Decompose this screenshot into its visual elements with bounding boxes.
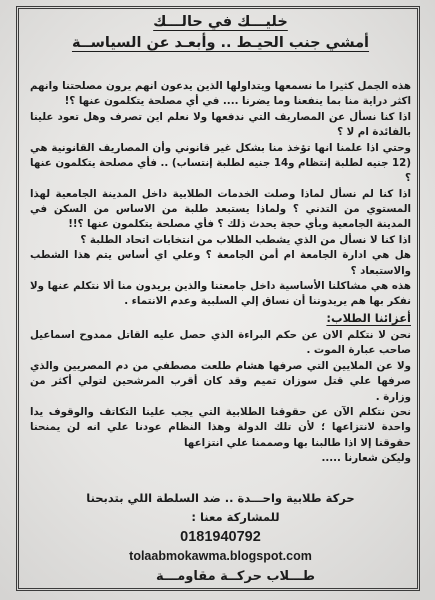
- paragraph: اذا كنا لم نسأل لماذا وصلت الخدمات الطلابية داخل المدينة الجامعية لهذا المستوي من التدني ؟ ولماذا يستبعد طلبة من الاساس من السكن في المدينة الجامعية وبأي حجة يحدث ذلك ؟ فأي مصلحة يتكلمون عنها ؟!!: [30, 187, 411, 231]
- slogan: حركة طلابية واحـــدة .. ضد السلطة اللي بتدبحنا: [86, 491, 355, 505]
- phone-number: 0181940792: [180, 529, 261, 545]
- title-row-2: [30, 33, 411, 54]
- flyer-footer: [30, 488, 411, 588]
- paragraph: نحن نتكلم الآن عن حقوقنا الطلابية التي يجب علينا التكاتف والوقوف يدا واحدة لانتزاعها ؛ لأن تلك الدولة وهذا النظام عودنا علي انه لن يمنحنا حقوقنا إلا اذا طالبنا بها وصممنا علي انتزاعها: [30, 405, 411, 449]
- paragraph: ولا عن الملايين التي صرفها هشام طلعت مصطفي من دم المصريين والذي صرفها علي قتل سوزان تميم وقد كان أقرب المرشحين لتولي أكثر من وزارة .: [30, 359, 411, 403]
- contact-label: للمشاركة معنا :: [191, 510, 280, 524]
- flyer-body: [30, 79, 411, 466]
- paragraph: هذه هي مشاكلنا الأساسية داخل جامعتنا والذين يريدون منا ألا نتكلم عنها ولا نفكر بها هم يريدوننا أن نساق إلي السلبية وعدم الانتماء .: [30, 279, 411, 308]
- paragraph: هذه الجمل كثيرا ما نسمعها ويتداولها الذين يدعون انهم يرون مصلحتنا وانهم اكثر دراية منا بما ينفعنا وما يضرنا .... في أي مصلحة يتكلمون عنها ؟!: [30, 80, 411, 108]
- paragraph: هل هي ادارة الجامعة ام أمن الجامعة ؟ وعلي اي أساس يتم هذا الشطب والاستبعاد ؟: [30, 249, 411, 277]
- flyer-frame: [16, 6, 420, 591]
- section-heading: [30, 311, 411, 326]
- blog-url: tolaabmokawma.blogspot.com: [129, 549, 312, 563]
- paragraph: وحتي اذا علمنا انها تؤخذ منا بشكل غير قانوني وأن المصاريف القانونية هي (12 جنيه لطلبة إنتظام و14 جنيه لطلبة إنتساب) .. فأي مصلحة يتكلمون عنها ؟: [30, 141, 411, 185]
- signature: طـــلاب حركــة مقاومـــة: [156, 569, 315, 584]
- flyer-title: [30, 12, 411, 54]
- section-heading-text: أعزائنا الطلاب:: [326, 310, 411, 325]
- slogan-intro: وليكن شعارنا .....: [321, 452, 411, 464]
- paragraph: اذا كنا نسأل عن المصاريف التي ندفعها ولا نعلم اين تصرف وهل تعود علينا بالفائدة ام لا ؟: [30, 110, 411, 139]
- title-line-1: خليـــك في حالـــك: [153, 14, 288, 30]
- title-row-1: [30, 12, 411, 33]
- title-line-2: أمشي جنب الحيـط .. وأبعـد عن السياســة: [71, 35, 370, 51]
- paragraph: نحن لا نتكلم الان عن حكم البراءة الذي حصل عليه القاتل ممدوح اسماعيل صاحب عبارة الموت .: [30, 329, 411, 357]
- paragraph: اذا كنا لا نسأل من الذي يشطب الطلاب من انتخابات اتحاد الطلبة ؟: [80, 233, 411, 246]
